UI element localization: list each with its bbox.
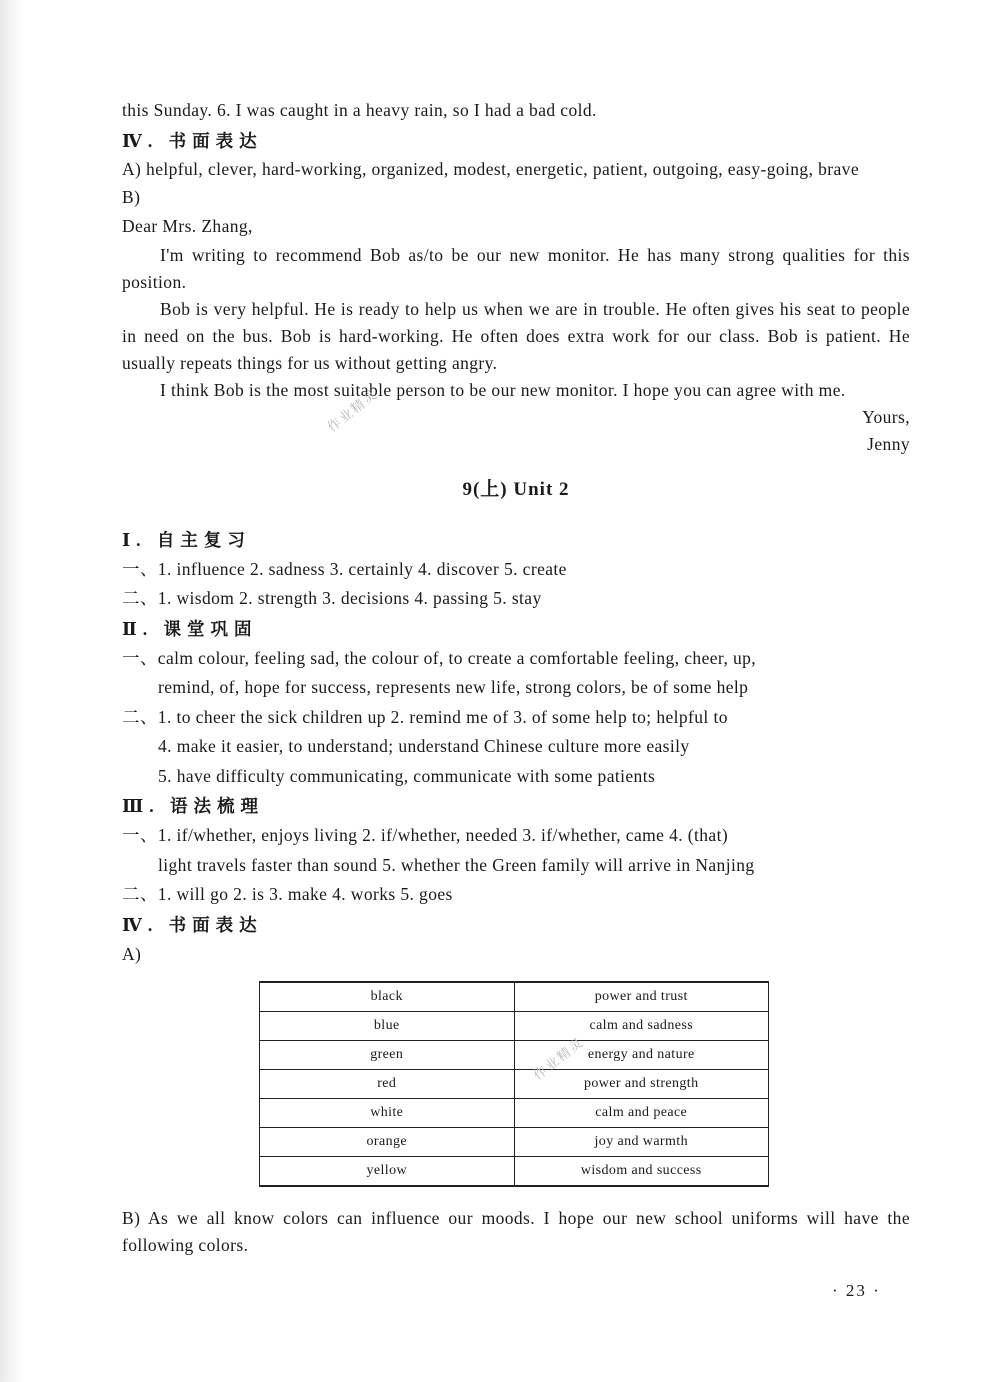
text-line: this Sunday. 6. I was caught in a heavy rain, so I had a bad cold. bbox=[122, 100, 597, 120]
letter-paragraph: Bob is very helpful. He is ready to help us when we are in trouble. He often gives his seat to people in need on the bus. Bob is hard-working. He often does extra work for our class. Bob is patient. He usually repeats things for us without getting angry. bbox=[122, 298, 910, 373]
letter-signature: Jenny bbox=[867, 433, 910, 454]
table-cell: red bbox=[260, 1070, 515, 1099]
answer-b: B) As we all know colors can influence our moods. I hope our new school uniforms will have the following colors. bbox=[122, 1208, 910, 1255]
page-number: · 23 · bbox=[832, 1281, 881, 1300]
table-cell: blue bbox=[260, 1012, 515, 1041]
table-cell: joy and warmth bbox=[514, 1128, 769, 1157]
text-line: 二、1. to cheer the sick children up 2. remind me of 3. of some help to; helpful to bbox=[122, 706, 728, 727]
section-heading: Ⅳ. 书面表达 bbox=[122, 130, 263, 151]
watermark: 作业精灵 bbox=[530, 1034, 588, 1084]
answer-a bbox=[122, 156, 910, 183]
letter-closing: Yours, bbox=[862, 406, 910, 427]
text-line: 一、1. influence 2. sadness 3. certainly 4. discover 5. create bbox=[122, 558, 567, 579]
table-cell: power and trust bbox=[514, 982, 769, 1012]
text-line: 二、1. wisdom 2. strength 3. decisions 4. passing 5. stay bbox=[122, 588, 542, 608]
table-row bbox=[260, 1070, 769, 1099]
letter-paragraph: I'm writing to recommend Bob as/to be our new monitor. He has many strong qualities for this position. bbox=[122, 244, 910, 292]
table-cell: wisdom and success bbox=[514, 1157, 769, 1187]
scan-edge bbox=[0, 0, 22, 1382]
section-heading: Ⅲ. 语法梳理 bbox=[122, 796, 265, 816]
table-cell: energy and nature bbox=[514, 1041, 769, 1070]
text-line: remind, of, hope for success, represents new life, strong colors, be of some help bbox=[158, 677, 749, 697]
section-heading: Ⅱ. 课堂巩固 bbox=[122, 618, 258, 639]
watermark: 作业精灵 bbox=[324, 386, 382, 436]
text-line: 5. have difficulty communicating, communicate with some patients bbox=[158, 765, 656, 786]
page-content bbox=[122, 96, 910, 1259]
table-cell: green bbox=[260, 1041, 515, 1070]
table-row bbox=[260, 1099, 769, 1128]
table-cell: calm and sadness bbox=[514, 1012, 769, 1041]
unit-title: 9(上) Unit 2 bbox=[462, 478, 570, 500]
table-cell: yellow bbox=[260, 1157, 515, 1187]
text-line: 一、calm colour, feeling sad, the colour of, to create a comfortable feeling, cheer, up, bbox=[122, 647, 757, 668]
table-row bbox=[260, 1128, 769, 1157]
text-line: 一、1. if/whether, enjoys living 2. if/whether, needed 3. if/whether, came 4. (that) bbox=[122, 825, 729, 845]
color-meaning-table bbox=[259, 981, 769, 1187]
label: B) bbox=[122, 186, 141, 207]
table-row bbox=[260, 1012, 769, 1041]
label: A) bbox=[122, 158, 142, 179]
label: A) bbox=[122, 943, 142, 964]
table-cell: power and strength bbox=[514, 1070, 769, 1099]
table-cell: orange bbox=[260, 1128, 515, 1157]
answer-text: helpful, clever, hard-working, organized, modest, energetic, patient, outgoing, easy-going, brave bbox=[146, 158, 859, 179]
table-row bbox=[260, 1041, 769, 1070]
table-row bbox=[260, 982, 769, 1012]
table-cell: white bbox=[260, 1099, 515, 1128]
table-cell: calm and peace bbox=[514, 1099, 769, 1128]
letter-salutation: Dear Mrs. Zhang, bbox=[122, 216, 253, 236]
text-line: 4. make it easier, to understand; understand Chinese culture more easily bbox=[158, 736, 690, 756]
table-cell: black bbox=[260, 982, 515, 1012]
text-line: light travels faster than sound 5. whether the Green family will arrive in Nanjing bbox=[158, 854, 755, 875]
text-line: 二、1. will go 2. is 3. make 4. works 5. goes bbox=[122, 884, 453, 904]
section-heading: Ⅰ. 自主复习 bbox=[122, 529, 251, 550]
letter-paragraph: I think Bob is the most suitable person to be our new monitor. I hope you can agree with me. bbox=[160, 379, 846, 400]
section-heading: Ⅳ. 书面表达 bbox=[122, 914, 263, 935]
table-row bbox=[260, 1157, 769, 1187]
